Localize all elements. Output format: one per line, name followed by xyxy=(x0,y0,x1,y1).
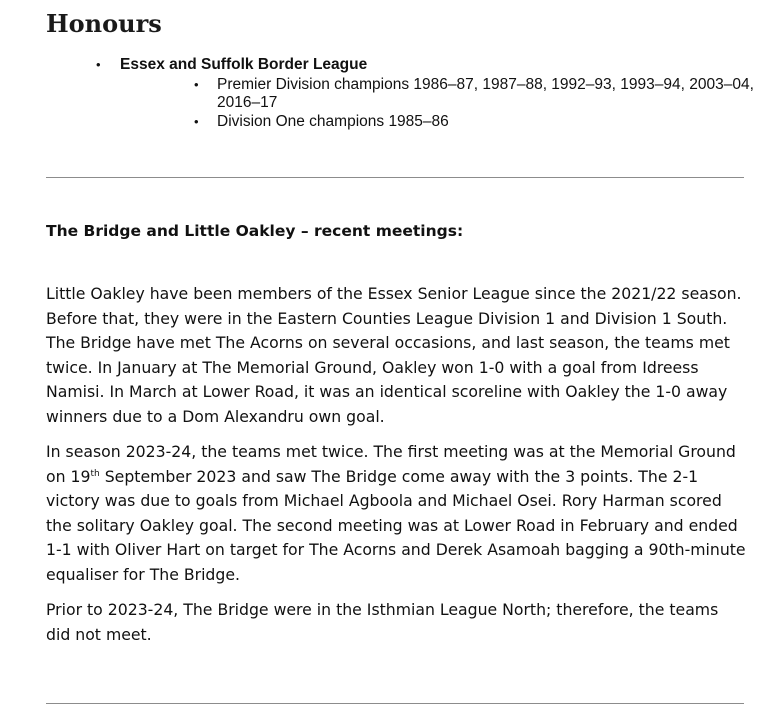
bullet-icon: • xyxy=(194,114,199,129)
list-item xyxy=(120,113,736,131)
ordinal-suffix: th xyxy=(90,468,100,479)
bullet-icon: • xyxy=(194,77,199,92)
divider xyxy=(46,177,744,178)
paragraph: Prior to 2023-24, The Bridge were in the Isthmian League North; therefore, the teams did not meet. xyxy=(46,600,719,644)
honours-title: Honours xyxy=(46,9,162,38)
honours-list xyxy=(96,55,754,131)
divider xyxy=(46,703,744,704)
bullet-icon: • xyxy=(96,57,101,72)
league-honours-list xyxy=(120,76,754,131)
paragraph xyxy=(46,440,746,588)
meetings-body xyxy=(46,282,746,658)
meetings-heading: The Bridge and Little Oakley – recent meetings: xyxy=(46,222,464,240)
paragraph-text: September 2023 and saw The Bridge come away with the 3 points. The 2-1 victory was due to goals from Michael Agboola and Michael Osei. Rory Harman scored the solitary Oakley goal. The second meeting was at Lower Road in February and ended 1-1 with Oliver Hart on target for The Acorns and Derek Asamoah bagging a 90th-minute equaliser for The Bridge. xyxy=(46,466,746,585)
premier-division-honour: Premier Division champions 1986–87, 1987–88, 1992–93, 1993–94, 2003–04, 2016–17 xyxy=(217,76,754,111)
league-item xyxy=(96,55,754,131)
league-name: Essex and Suffolk Border League xyxy=(120,56,368,73)
division-one-honour: Division One champions 1985–86 xyxy=(217,113,449,130)
paragraph: Little Oakley have been members of the Essex Senior League since the 2021/22 season. Before that, they were in the Eastern Counties League Division 1 and Division 1 South. The Bridge have met The Acorns on several occasions, and last season, the teams met twice. In January at The Memorial Ground, Oakley won 1-0 with a goal from Idreess Namisi. In March at Lower Road, it was an identical scoreline with Oakley the 1-0 away winners due to a Dom Alexandru own goal. xyxy=(46,284,742,426)
list-item xyxy=(120,76,754,112)
paragraph-text: In season 2023-24, the teams met twice. The first meeting was at the Memorial Ground on 19 xyxy=(46,442,736,486)
